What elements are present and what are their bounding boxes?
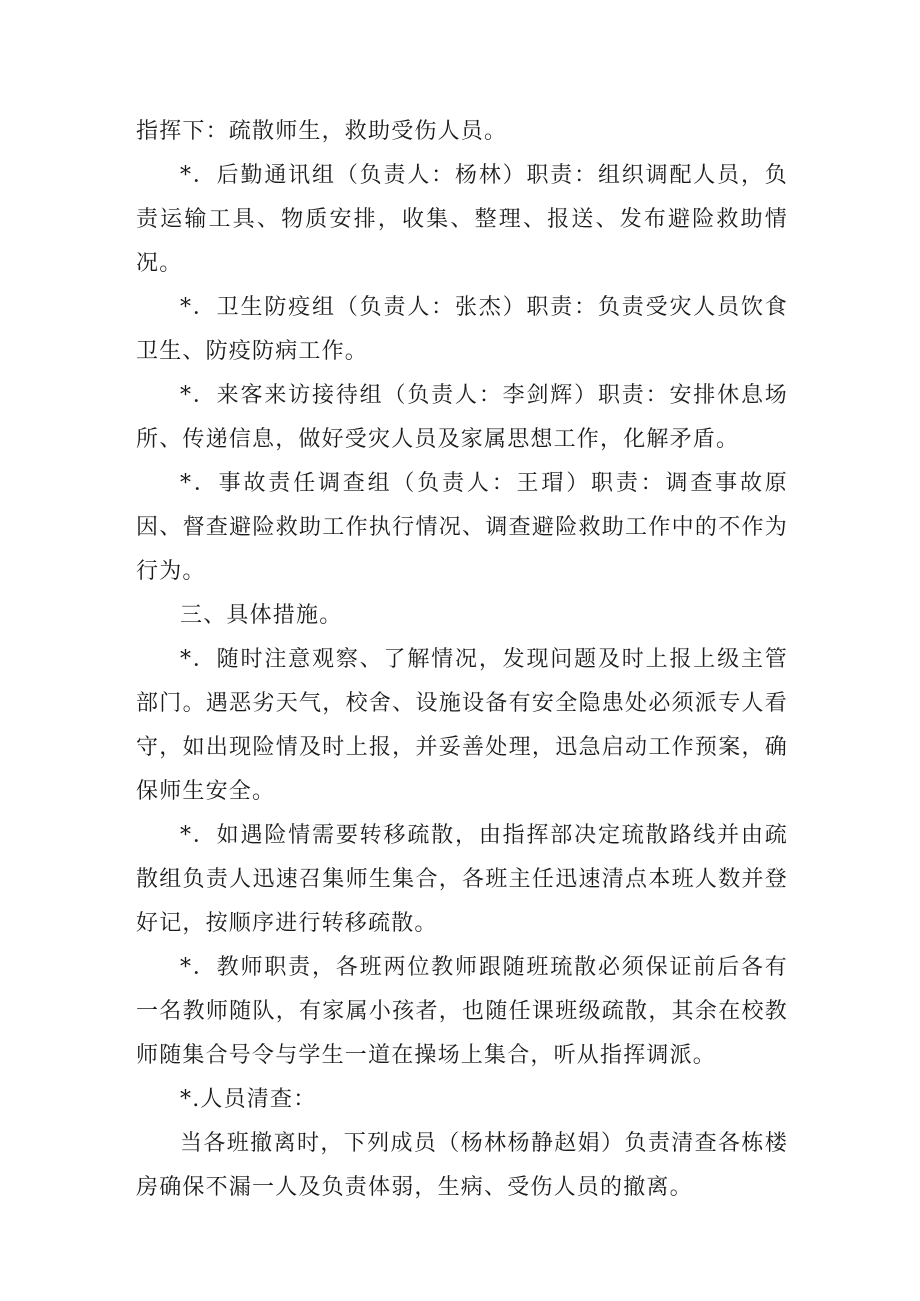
paragraph-continuation: 指挥下：疏散师生，救助受伤人员。 [136, 119, 508, 144]
paragraph-personnel-check: 当各班撤离时，下列成员（杨林杨静赵娟）负责清查各栋楼房确保不漏一人及负责体弱，生病、受伤人员的撤离。 [136, 1131, 788, 1200]
section-heading-measures: 三、具体措施。 [180, 603, 343, 628]
paragraph-personnel-check-heading: *.人员清查： [180, 1087, 317, 1112]
paragraph-investigation-group: *．事故责任调查组（负责人：王瑁）职责：调查事故原因、督查避险救助工作执行情况、调查避险救助工作中的不作为行为。 [136, 471, 788, 584]
paragraph-evacuation: *．如遇险情需要转移疏散，由指挥部决定琉散路线并由疏散组负责人迅速召集师生集合，各班主任迅速清点本班人数并登好记，按顺序进行转移疏散。 [136, 823, 788, 936]
paragraph-reception-group: *．来客来访接待组（负责人：李剑辉）职责：安排休息场所、传递信息，做好受灾人员及家属思想工作，化解矛盾。 [136, 383, 788, 452]
paragraph-logistics-group: *．后勤通讯组（负责人：杨林）职责：组织调配人员，负责运输工具、物质安排，收集、整理、报送、发布避险救助情况。 [136, 163, 788, 276]
document-body [136, 110, 788, 1210]
paragraph-health-group: *．卫生防疫组（负责人：张杰）职责：负责受灾人员饮食卫生、防疫防病工作。 [136, 295, 788, 364]
paragraph-teacher-duties: *．教师职责，各班两位教师跟随班琉散必须保证前后各有一名教师随队，有家属小孩者，也随任课班级疏散，其余在校教师随集合号令与学生一道在操场上集合，听从指挥调派。 [136, 955, 788, 1068]
paragraph-observation: *．随时注意观察、了解情况，发现问题及时上报上级主管部门。遇恶劣天气，校舍、设施设备有安全隐患处必须派专人看守，如出现险情及时上报，并妥善处理，迅急启动工作预案，确保师生安全。 [136, 647, 788, 804]
